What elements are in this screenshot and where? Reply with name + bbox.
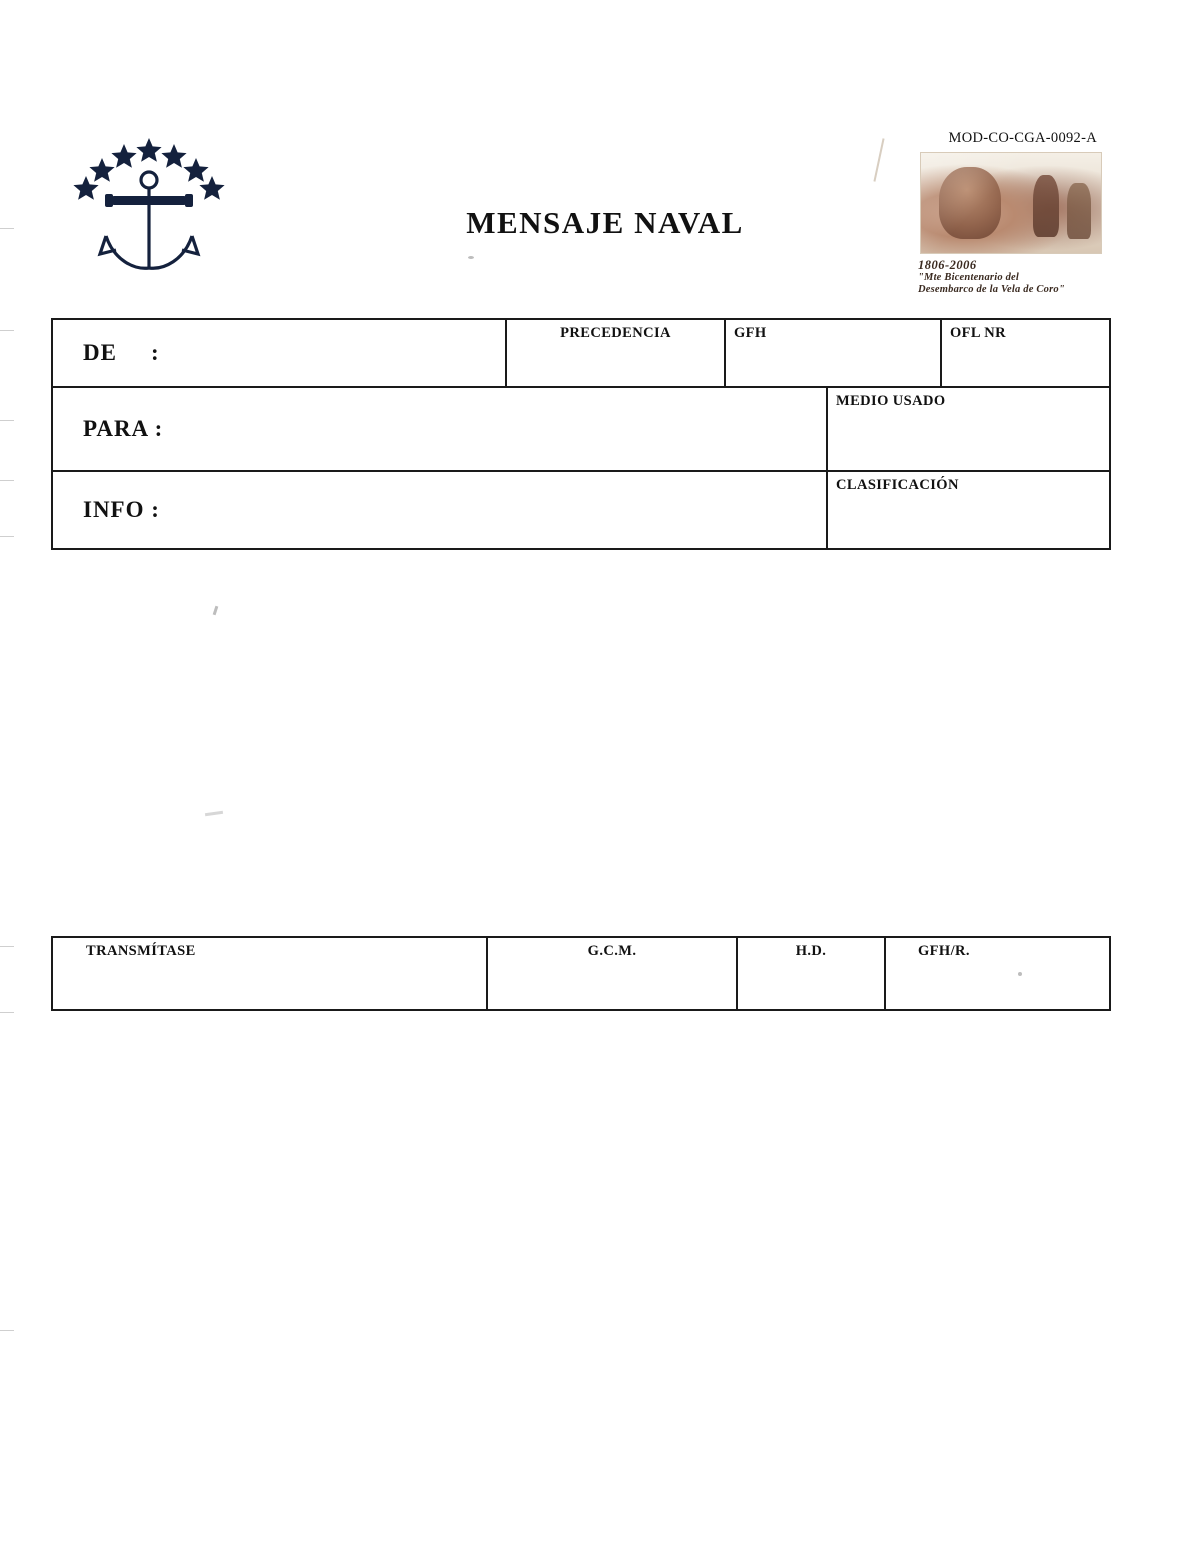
field-clasificacion-label: CLASIFICACIÓN	[836, 477, 959, 493]
message-header-table	[51, 318, 1111, 550]
field-de-value	[160, 344, 505, 362]
field-gfh-value	[726, 342, 940, 360]
scan-edge-mark	[0, 946, 14, 947]
anchor-crest-icon	[72, 118, 227, 298]
field-precedencia[interactable]	[507, 320, 726, 388]
field-gfh-r-value	[886, 960, 1109, 978]
field-transmitase[interactable]	[53, 938, 488, 1009]
stamp-caption-line-2: "Mte Bicentenario del	[918, 272, 1020, 283]
field-gfh-r-label: GFH/R.	[918, 943, 970, 959]
scan-edge-mark	[0, 420, 14, 421]
field-hd[interactable]	[738, 938, 886, 1009]
field-ofl-nr[interactable]	[942, 320, 1109, 388]
field-transmitase-value	[53, 960, 486, 978]
field-gfh-label: GFH	[734, 325, 767, 341]
stamp-caption	[918, 258, 1118, 296]
stamp-caption-line-3: Desembarco de la Vela de Coro"	[918, 283, 1065, 295]
field-medio-usado-label: MEDIO USADO	[836, 393, 946, 409]
field-de[interactable]	[53, 320, 507, 388]
field-de-colon: :	[150, 340, 160, 365]
scan-edge-mark	[0, 536, 14, 537]
field-de-label: DE	[83, 340, 117, 365]
field-medio-usado-value	[828, 410, 1109, 428]
field-hd-value	[738, 960, 884, 978]
page-title: MENSAJE NAVAL	[466, 205, 744, 240]
field-precedencia-value	[507, 342, 724, 360]
field-gcm-value	[488, 960, 736, 978]
field-gfh[interactable]	[726, 320, 942, 388]
scan-edge-mark	[0, 480, 14, 481]
scan-edge-mark	[0, 1012, 14, 1013]
stamp-caption-years: 1806-2006	[918, 258, 977, 272]
message-body-area[interactable]	[51, 560, 1111, 926]
transmission-footer-table	[51, 936, 1111, 1011]
field-clasificacion-value	[828, 494, 1109, 512]
scan-edge-mark	[0, 1330, 14, 1331]
field-gfh-r[interactable]	[886, 938, 1109, 1009]
commemorative-stamp-image	[920, 152, 1102, 254]
field-info-label: INFO :	[83, 497, 160, 522]
field-medio-usado[interactable]	[828, 388, 1109, 472]
field-gcm[interactable]	[488, 938, 738, 1009]
field-precedencia-label: PRECEDENCIA	[560, 325, 671, 341]
field-transmitase-label: TRANSMÍTASE	[86, 943, 196, 959]
stamp-overlay	[921, 153, 1101, 253]
field-gcm-label: G.C.M.	[587, 943, 637, 959]
field-info[interactable]	[53, 472, 828, 548]
field-info-value	[160, 501, 826, 519]
field-para-label: PARA :	[83, 416, 164, 441]
scan-streak	[873, 138, 884, 181]
field-ofl-nr-value	[942, 342, 1109, 360]
field-para[interactable]	[53, 388, 828, 472]
field-clasificacion[interactable]	[828, 472, 1109, 548]
field-ofl-nr-label: OFL NR	[950, 325, 1006, 341]
field-para-value	[163, 420, 826, 438]
field-hd-label: H.D.	[795, 943, 827, 959]
document-header	[0, 100, 1185, 300]
scan-edge-mark	[0, 330, 14, 331]
form-code: MOD-CO-CGA-0092-A	[948, 130, 1097, 146]
